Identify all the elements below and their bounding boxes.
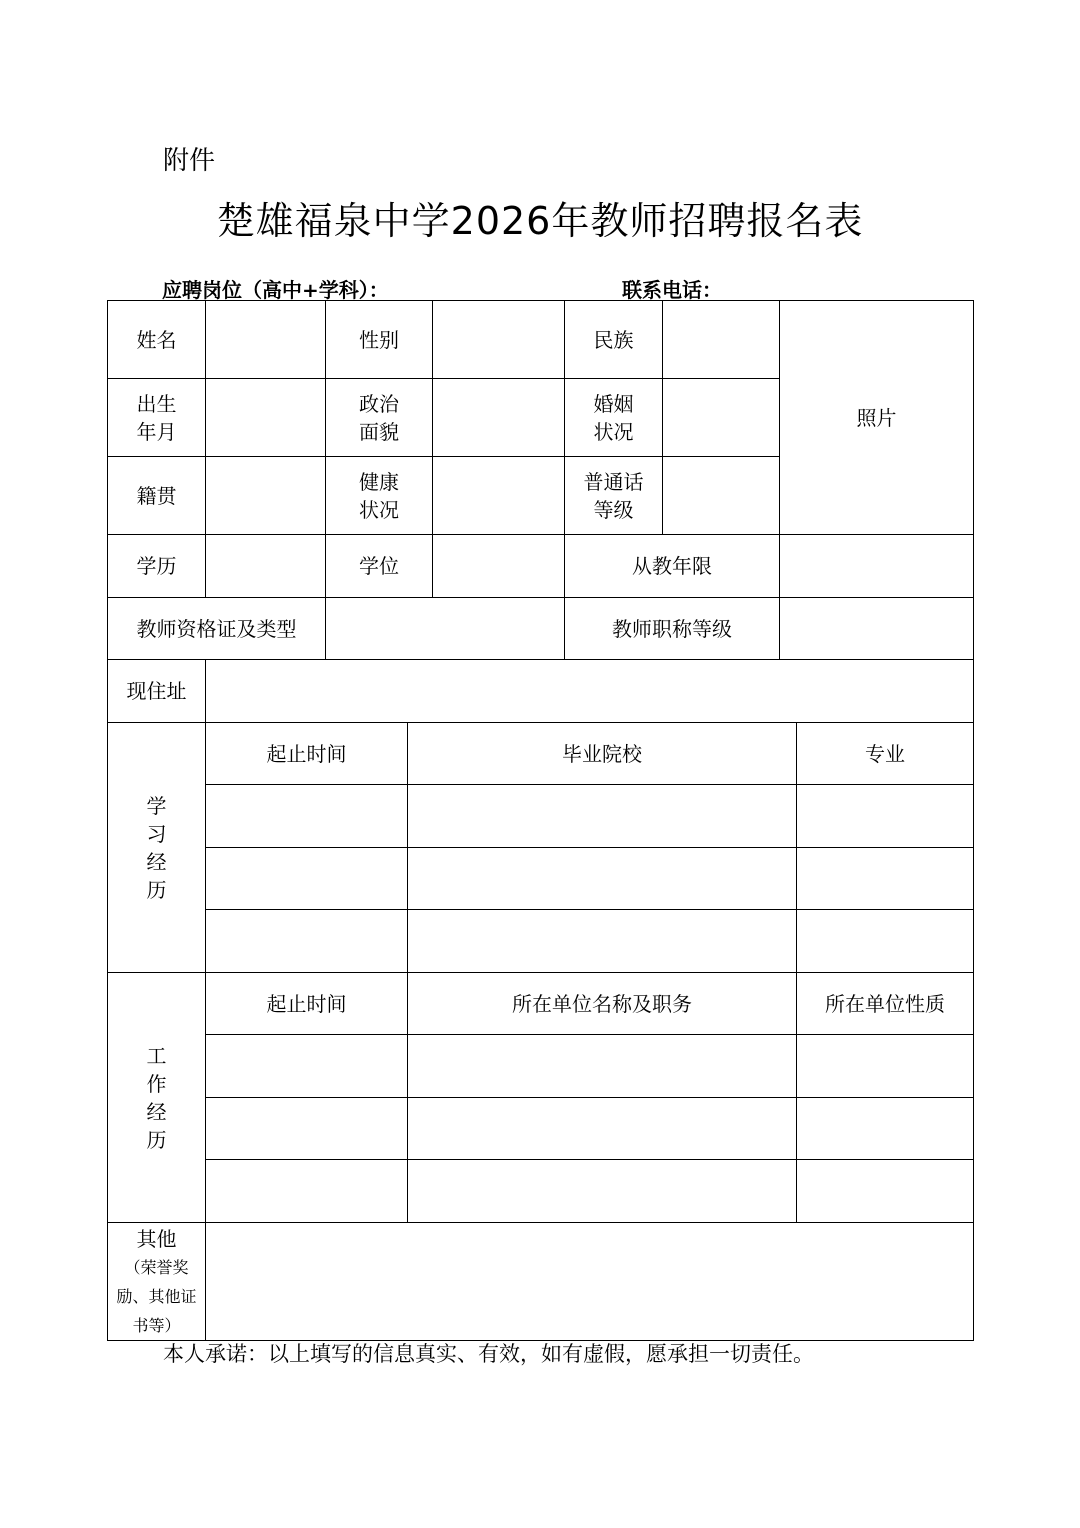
study-section-label: 学习经历 bbox=[108, 723, 206, 973]
birth-label: 出生 年月 bbox=[108, 379, 206, 457]
work-col-employer-type: 所在单位性质 bbox=[797, 973, 974, 1035]
education-label: 学历 bbox=[108, 535, 206, 598]
study-col-school: 毕业院校 bbox=[408, 723, 797, 785]
study-col-major: 专业 bbox=[797, 723, 974, 785]
native-place-label: 籍贯 bbox=[108, 457, 206, 535]
position-label: 应聘岗位（高中+学科）： bbox=[162, 278, 389, 302]
study-row-3-school[interactable] bbox=[408, 910, 797, 973]
study-row-3-period[interactable] bbox=[206, 910, 408, 973]
work-row-3-employer-type[interactable] bbox=[797, 1160, 974, 1223]
education-field[interactable] bbox=[206, 535, 326, 598]
name-field[interactable] bbox=[206, 301, 326, 379]
study-row-2-major[interactable] bbox=[797, 848, 974, 910]
work-row-2-employer[interactable] bbox=[408, 1098, 797, 1160]
work-col-employer: 所在单位名称及职务 bbox=[408, 973, 797, 1035]
mandarin-label: 普通话 等级 bbox=[565, 457, 663, 535]
address-field[interactable] bbox=[206, 660, 974, 723]
work-row-3-period[interactable] bbox=[206, 1160, 408, 1223]
title-level-field[interactable] bbox=[780, 598, 974, 660]
marital-field[interactable] bbox=[663, 379, 780, 457]
work-row-2-period[interactable] bbox=[206, 1098, 408, 1160]
address-label: 现住址 bbox=[108, 660, 206, 723]
study-row-2-school[interactable] bbox=[408, 848, 797, 910]
work-row-1-period[interactable] bbox=[206, 1035, 408, 1098]
mandarin-field[interactable] bbox=[663, 457, 780, 535]
other-field[interactable] bbox=[206, 1223, 974, 1341]
work-col-period: 起止时间 bbox=[206, 973, 408, 1035]
study-row-3-major[interactable] bbox=[797, 910, 974, 973]
name-label: 姓名 bbox=[108, 301, 206, 379]
birth-field[interactable] bbox=[206, 379, 326, 457]
photo-area[interactable]: 照片 bbox=[780, 301, 974, 535]
marital-label: 婚姻 状况 bbox=[565, 379, 663, 457]
registration-form-table bbox=[107, 300, 974, 1341]
teaching-years-field[interactable] bbox=[780, 535, 974, 598]
teaching-years-label: 从教年限 bbox=[565, 535, 780, 598]
degree-label: 学位 bbox=[326, 535, 433, 598]
attachment-label: 附件 bbox=[163, 146, 216, 176]
other-label: 其他 （荣誉奖 励、其他证 书等） bbox=[108, 1223, 206, 1341]
health-label: 健康 状况 bbox=[326, 457, 433, 535]
work-section-label: 工作经历 bbox=[108, 973, 206, 1223]
study-col-period: 起止时间 bbox=[206, 723, 408, 785]
study-row-1-period[interactable] bbox=[206, 785, 408, 848]
form-title: 楚雄福泉中学2026年教师招聘报名表 bbox=[216, 199, 864, 243]
study-row-2-period[interactable] bbox=[206, 848, 408, 910]
native-place-field[interactable] bbox=[206, 457, 326, 535]
ethnicity-label: 民族 bbox=[565, 301, 663, 379]
degree-field[interactable] bbox=[433, 535, 565, 598]
teacher-cert-field[interactable] bbox=[326, 598, 565, 660]
pledge-statement: 本人承诺：以上填写的信息真实、有效，如有虚假，愿承担一切责任。 bbox=[163, 1342, 814, 1366]
study-row-1-school[interactable] bbox=[408, 785, 797, 848]
work-row-1-employer-type[interactable] bbox=[797, 1035, 974, 1098]
political-field[interactable] bbox=[433, 379, 565, 457]
teacher-cert-label: 教师资格证及类型 bbox=[108, 598, 326, 660]
study-row-1-major[interactable] bbox=[797, 785, 974, 848]
work-row-1-employer[interactable] bbox=[408, 1035, 797, 1098]
health-field[interactable] bbox=[433, 457, 565, 535]
gender-label: 性别 bbox=[326, 301, 433, 379]
work-row-3-employer[interactable] bbox=[408, 1160, 797, 1223]
political-label: 政治 面貌 bbox=[326, 379, 433, 457]
gender-field[interactable] bbox=[433, 301, 565, 379]
ethnicity-field[interactable] bbox=[663, 301, 780, 379]
phone-label: 联系电话： bbox=[622, 278, 722, 302]
title-level-label: 教师职称等级 bbox=[565, 598, 780, 660]
work-row-2-employer-type[interactable] bbox=[797, 1098, 974, 1160]
